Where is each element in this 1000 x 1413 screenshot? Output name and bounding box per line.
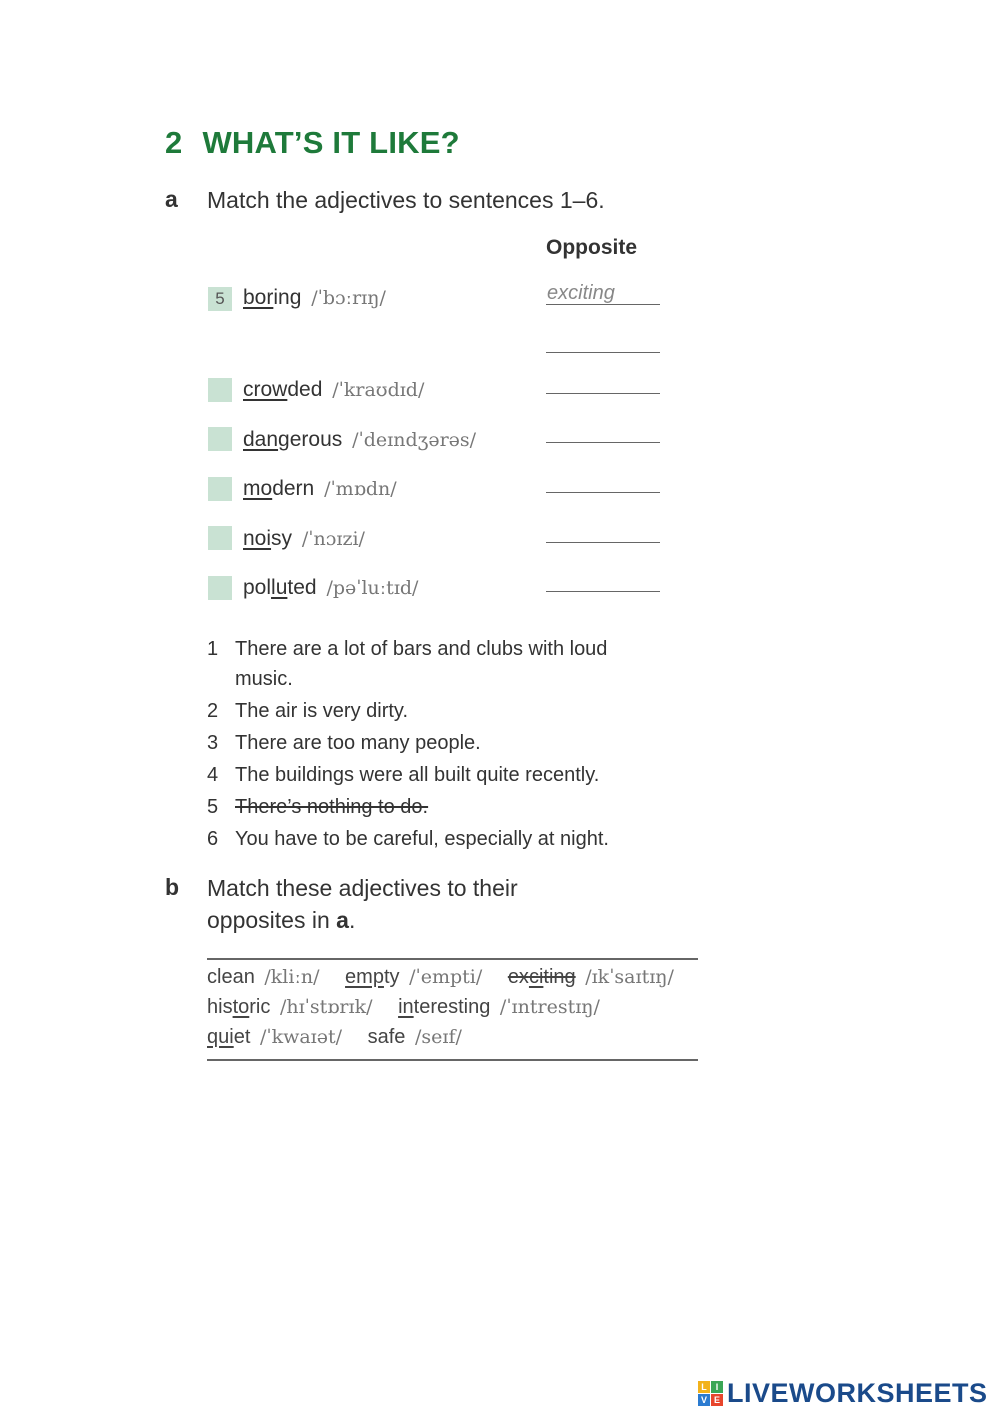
adjective-noisy: noisy /ˈnɔɪzi/ — [243, 527, 365, 550]
bank-word-quiet: quiet /ˈkwaɪət/ — [207, 1026, 343, 1048]
adjective-crowded: crowded /ˈkraʊdɪd/ — [243, 378, 425, 401]
word-bank-top-rule — [207, 958, 698, 960]
section-b-instruction: Match these adjectives to their opposites in a. — [207, 875, 518, 933]
section-heading — [165, 125, 460, 161]
bank-word-interesting: interesting /ˈɪntrestɪŋ/ — [398, 996, 600, 1018]
sentence-1: 1 There are a lot of bars and clubs with loud — [207, 638, 608, 660]
sentence-3: 3 There are too many people. — [207, 732, 481, 754]
opposite-answer-line[interactable] — [546, 492, 660, 493]
sentence-4: 4 The buildings were all built quite recently. — [207, 764, 600, 786]
adjective-dangerous: dangerous /ˈdeɪndʒərəs/ — [243, 428, 477, 451]
sentence-1-continued: music. — [235, 668, 293, 690]
adjective-match-box[interactable] — [208, 378, 232, 402]
bank-word-empty: empty /ˈempti/ — [345, 966, 483, 988]
opposite-answer-line[interactable] — [546, 304, 660, 305]
adjective-match-box[interactable] — [208, 427, 232, 451]
opposite-answer-line[interactable] — [546, 442, 660, 443]
liveworksheets-logo-text: LIVEWORKSHEETS — [727, 1378, 988, 1408]
adjective-modern: modern /ˈmɒdn/ — [243, 477, 397, 500]
section-a-letter: a — [165, 186, 178, 212]
bank-word-historic: historic /hɪˈstɒrɪk/ — [207, 996, 373, 1018]
adjective-match-box[interactable] — [208, 526, 232, 550]
bank-word-clean: clean /kliːn/ — [207, 966, 320, 988]
word-bank-row-2 — [207, 996, 620, 1019]
section-a-instruction: Match the adjectives to sentences 1–6. — [207, 187, 605, 213]
sentence-5-example: 5 There’s nothing to do. — [207, 796, 429, 818]
heading-number: 2 — [165, 125, 183, 160]
word-bank-row-3 — [207, 1026, 482, 1049]
opposite-answer-example: exciting — [547, 282, 615, 304]
word-bank-bottom-rule — [207, 1059, 698, 1061]
heading-title: WHAT’S IT LIKE? — [202, 125, 460, 160]
opposite-answer-line[interactable] — [546, 591, 660, 592]
opposite-answer-line[interactable] — [546, 393, 660, 394]
adjective-polluted: polluted /pəˈluːtɪd/ — [243, 576, 419, 599]
bank-word-exciting: exciting /ɪkˈsaɪtɪŋ/ — [507, 966, 674, 988]
opposite-answer-line[interactable] — [546, 542, 660, 543]
bank-word-safe: safe /seɪf/ — [367, 1026, 462, 1048]
sentence-2: 2 The air is very dirty. — [207, 700, 408, 722]
sentence-6: 6 You have to be careful, especially at night. — [207, 828, 609, 850]
adjective-match-box[interactable] — [208, 477, 232, 501]
section-b-letter: b — [165, 874, 180, 900]
word-bank-row-1 — [207, 966, 694, 989]
liveworksheets-logo-icon: L I V E — [698, 1381, 723, 1406]
adjective-match-box[interactable]: 5 — [208, 287, 232, 311]
adjective-boring: boring /ˈbɔːrɪŋ/ — [243, 286, 386, 309]
opposite-column-header: Opposite — [546, 236, 638, 259]
opposite-answer-line[interactable] — [546, 352, 660, 353]
adjective-match-box[interactable] — [208, 576, 232, 600]
liveworksheets-logo — [698, 1378, 988, 1409]
